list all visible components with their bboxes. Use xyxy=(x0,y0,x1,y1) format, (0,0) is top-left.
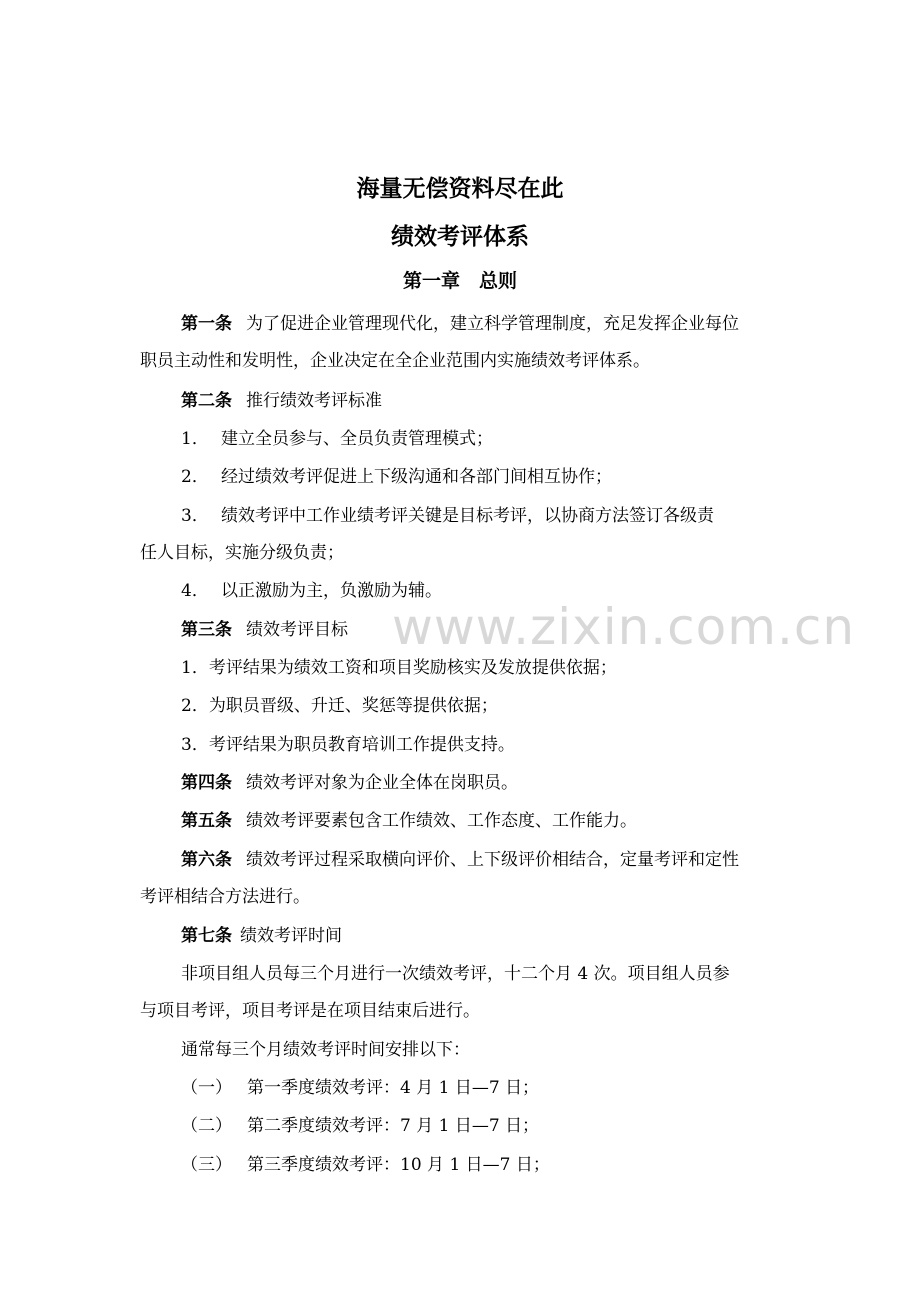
article-3-item-3: 3．考评结果为职员教育培训工作提供支持。 xyxy=(181,735,515,755)
article-6-label: 第六条 xyxy=(181,850,232,870)
article-7-para-1b: 与项目考评，项目考评是在项目结束后进行。 xyxy=(140,1001,480,1021)
article-2-item-2: 2． 经过绩效考评促进上下级沟通和各部门间相互协作； xyxy=(181,467,612,487)
article-7-para-2: 通常每三个月绩效考评时间安排以下： xyxy=(181,1040,470,1060)
article-3-label: 第三条 xyxy=(181,620,232,640)
article-4 xyxy=(181,772,518,794)
article-2-label: 第二条 xyxy=(181,391,232,411)
article-1-line-1 xyxy=(181,313,739,335)
article-1-text: 为了促进企业管理现代化，建立科学管理制度，充足发挥企业每位 xyxy=(246,314,739,334)
article-6-line-2: 考评相结合方法进行。 xyxy=(140,887,310,907)
article-4-label: 第四条 xyxy=(181,773,232,793)
article-3-text: 绩效考评目标 xyxy=(246,620,348,640)
watermark: www.zixin.com.cn xyxy=(392,598,856,656)
schedule-item-2: （二） 第二季度绩效考评：7 月 1 日—7 日； xyxy=(181,1116,540,1136)
article-5-label: 第五条 xyxy=(181,811,232,831)
article-7-para-1a: 非项目组人员每三个月进行一次绩效考评，十二个月 4 次。项目组人员参 xyxy=(181,964,730,984)
article-5-text: 绩效考评要素包含工作绩效、工作态度、工作能力。 xyxy=(246,811,637,831)
article-7-label: 第七条 xyxy=(181,926,232,946)
article-1-label: 第一条 xyxy=(181,314,232,334)
article-2-item-1: 1． 建立全员参与、全员负责管理模式； xyxy=(181,429,493,449)
article-6-line-1 xyxy=(181,849,739,871)
article-6-text: 绩效考评过程采取横向评价、上下级评价相结合，定量考评和定性 xyxy=(246,850,739,870)
article-3-item-1: 1．考评结果为绩效工资和项目奖励核实及发放提供依据； xyxy=(181,658,617,678)
schedule-item-1: （一） 第一季度绩效考评：4 月 1 日—7 日； xyxy=(181,1078,540,1098)
article-7-text: 绩效考评时间 xyxy=(240,926,342,946)
article-4-text: 绩效考评对象为企业全体在岗职员。 xyxy=(246,773,518,793)
article-3-item-2: 2．为职员晋级、升迁、奖惩等提供依据； xyxy=(181,696,498,716)
document-title: 海量无偿资料尽在此 xyxy=(356,175,564,202)
document-subtitle: 绩效考评体系 xyxy=(391,223,529,250)
article-1-line-2: 职员主动性和发明性，企业决定在全企业范围内实施绩效考评体系。 xyxy=(140,351,650,371)
article-3-heading xyxy=(181,619,348,641)
article-7-heading xyxy=(181,925,342,947)
article-2-item-4: 4． 以正激励为主，负激励为辅。 xyxy=(181,581,442,601)
article-2-item-3-cont: 任人目标，实施分级负责； xyxy=(140,543,344,563)
article-2-heading xyxy=(181,390,382,412)
article-5 xyxy=(181,810,637,832)
chapter-heading: 第一章 总则 xyxy=(402,270,517,292)
schedule-item-3: （三） 第三季度绩效考评：10 月 1 日—7 日； xyxy=(181,1155,550,1175)
article-2-text: 推行绩效考评标准 xyxy=(246,391,382,411)
article-2-item-3: 3． 绩效考评中工作业绩考评关键是目标考评，以协商方法签订各级责 xyxy=(181,506,714,526)
